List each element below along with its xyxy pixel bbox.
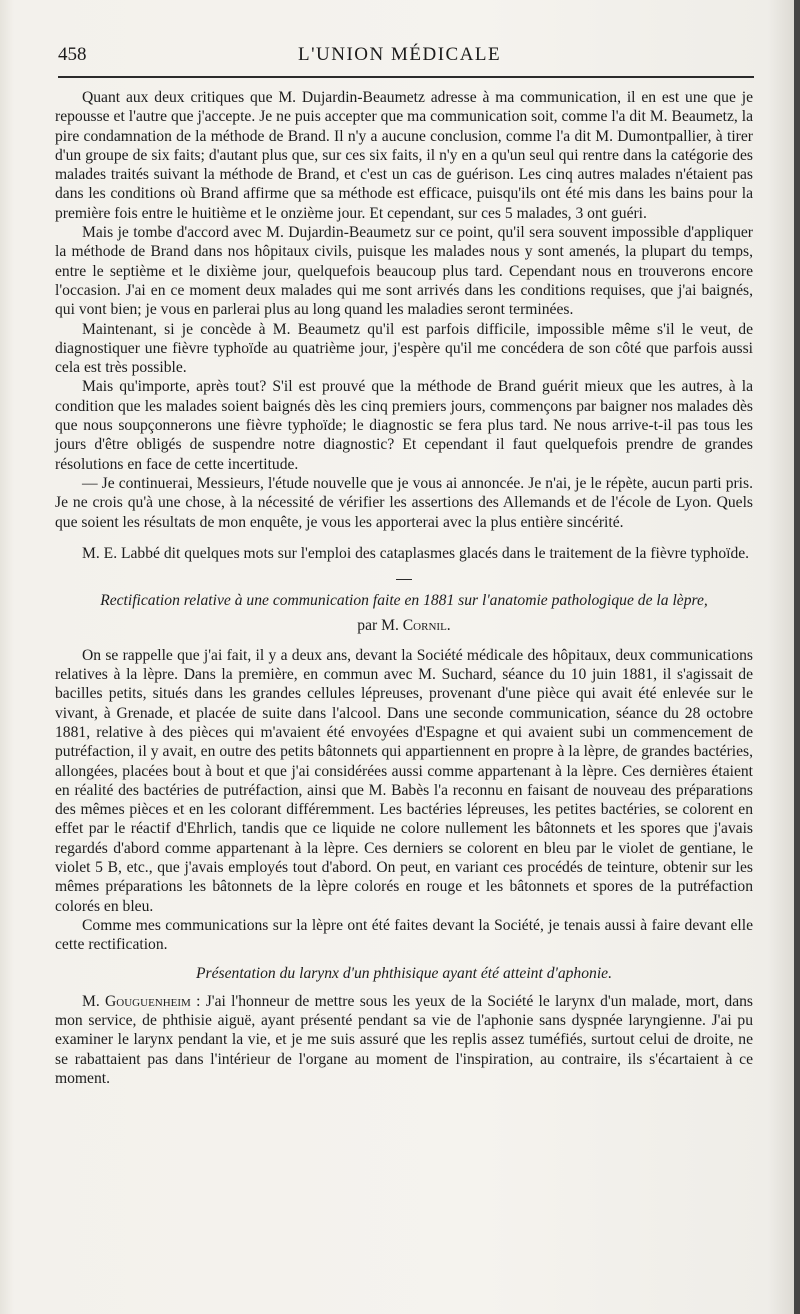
paragraph: Maintenant, si je concède à M. Beaumetz qu'il est parfois difficile, impossible même s'il le veut, de diagnostiquer une fièvre typhoïde au quatrième jour, j'espère qu'il me concédera de son côté que parfois aussi cela est très possible. — [55, 320, 753, 377]
paragraph: Quant aux deux critiques que M. Dujardin-Beaumetz adresse à ma communication, il en est une que je repousse et l'autre que j'accepte. Je ne puis accepter que ma communication soit, comme l'a dit M. Beaumetz, la pire condamnation de la méthode de Brand. Il n'y a aucune conclusion, comme l'a dit M. Dumontpallier, à tirer d'un groupe de six faits; d'autant plus que, sur ces six faits, il n'y en a qu'un seul qui rentre dans la catégorie des malades traités suivant la méthode de Brand, et c'est un cas de guérison. Les cinq autres malades n'étaient pas dans les conditions où Brand affirme que sa méthode est efficace, puisqu'ils ont été mis dans les bains pour la première fois entre le huitième et le onzième jour. Et cependant, sur ces 5 malades, 3 ont guéri. — [55, 89, 753, 222]
page-header — [58, 40, 754, 74]
paragraph: On se rappelle que j'ai fait, il y a deux ans, devant la Société médicale des hôpitaux, deux communications relatives à la lèpre. Dans la première, en commun avec M. Suchard, séance du 10 juin 1881, il s'agissait de bacilles petits, situés dans les grandes cellules lépreuses, provenant d'une pièce qui avait été enlevée sur le vivant, à Grenade, et placée de suite dans l'alcool. Dans une seconde communication, séance du 28 octobre 1881, relative à des pièces qui m'avaient été envoyées d'Espagne et qui avaient subi un commencement de putréfaction, il y avait, en outre des petits bâtonnets qui appartiennent en propre à la lèpre, de grandes bactéries, allongées, placées bout à bout et que j'ai considérées aussi comme appartenant à la lèpre. Ces dernières étaient en réalité des bactéries de putréfaction, ainsi que M. Babès l'a reconnu en faisant de nouveau des préparations des mêmes pièces et en les colorant différemment. Les bactéries lépreuses, les petites bactéries, se colorent en effet par le réactif d'Ehrlich, tandis que ce liquide ne colore nullement les bâtonnets et les spores que j'avais regardés d'abord comme appartenant à la lèpre. Ces derniers se colorent en bleu par le violet de gentiane, le violet 5 B, etc., que j'avais employés tout d'abord. On peut, en variant ces procédés de teinture, obtenir sur les mêmes préparations les bâtonnets de la lèpre colorés en rouge et les bâtonnets et spores de la putréfaction colorés en bleu. — [55, 646, 753, 915]
paragraph: Comme mes communications sur la lèpre ont été faites devant la Société, je tenais aussi à faire devant elle cette rectification. — [55, 916, 753, 954]
paragraph: Mais qu'importe, après tout? S'il est prouvé que la méthode de Brand guérit mieux que les autres, à la condition que les malades soient baignés dès les cinq premiers jours, commençons par baigner nos malades dès que nous soupçonnerons une fièvre typhoïde; le diagnostic se fera plus tard. Ne nous arrive-t-il pas tous les jours d'être obligés de suspendre notre diagnostic? Et cependant il faut quelquefois prendre de grandes résolutions en face de cette incertitude. — [55, 378, 753, 473]
labbe-paragraph: M. E. Labbé dit quelques mots sur l'emploi des cataplasmes glacés dans le traitement de la fièvre typhoïde. — [82, 544, 750, 562]
byline-author: Cornil. — [402, 617, 451, 635]
page-number: 458 — [58, 44, 87, 65]
section-title: Rectification relative à une communication faite en 1881 sur l'anatomie pathologique de la lèpre, — [100, 592, 708, 610]
header-rule — [58, 76, 754, 78]
subsection-title: Présentation du larynx d'un phthisique ayant été atteint d'aphonie. — [196, 965, 612, 983]
section-divider — [55, 569, 753, 583]
speaker-text: : J'ai l'honneur de mettre sous les yeux de la Société le larynx d'un malade, mort, dans mon service, de phthisie aiguë, ayant présenté pendant sa vie de l'aphonie sans dyspnée laryngienne. J'ai pu examiner le larynx pendant la vie, et je me suis assuré que les replis assez tuméfiés, surtout celui de droite, ne se rabattaient pas dans l'intérieur de l'organe au moment de l'inspiration, au contraire, ils s'écartaient à ce moment. — [55, 992, 753, 1087]
running-head: L'UNION MÉDICALE — [298, 44, 502, 65]
gouguenheim-paragraph — [55, 992, 753, 1088]
paragraph: — Je continuerai, Messieurs, l'étude nouvelle que je vous ai annoncée. Je n'ai, je le répète, aucun parti pris. Je ne crois qu'à une chose, à la nécessité de vérifier les assertions des Allemands et de l'école de Lyon. Quels que soient les résultats de mon enquête, je vous les apporterai avec la plus entière sincérité. — [55, 474, 753, 531]
speaker-name: M. Gouguenheim — [82, 992, 191, 1010]
section-byline — [55, 616, 753, 635]
byline-prefix: par M. — [357, 617, 403, 635]
paragraph: Mais je tombe d'accord avec M. Dujardin-Beaumetz sur ce point, qu'il sera souvent impossible d'appliquer la méthode de Brand dans nos hôpitaux civils, puisque les malades nous y sont amenés, la plupart du temps, entre le septième et le dixième jour, quelquefois beaucoup plus tard. Cependant nous en trouverons encore l'occasion. J'ai en ce moment deux malades qui me sont arrivés dans les conditions requises, que j'ai baignés, qui vont bien; je vous en parlerai plus au long quand les maladies seront terminées. — [55, 224, 753, 319]
article-body — [55, 88, 753, 1088]
